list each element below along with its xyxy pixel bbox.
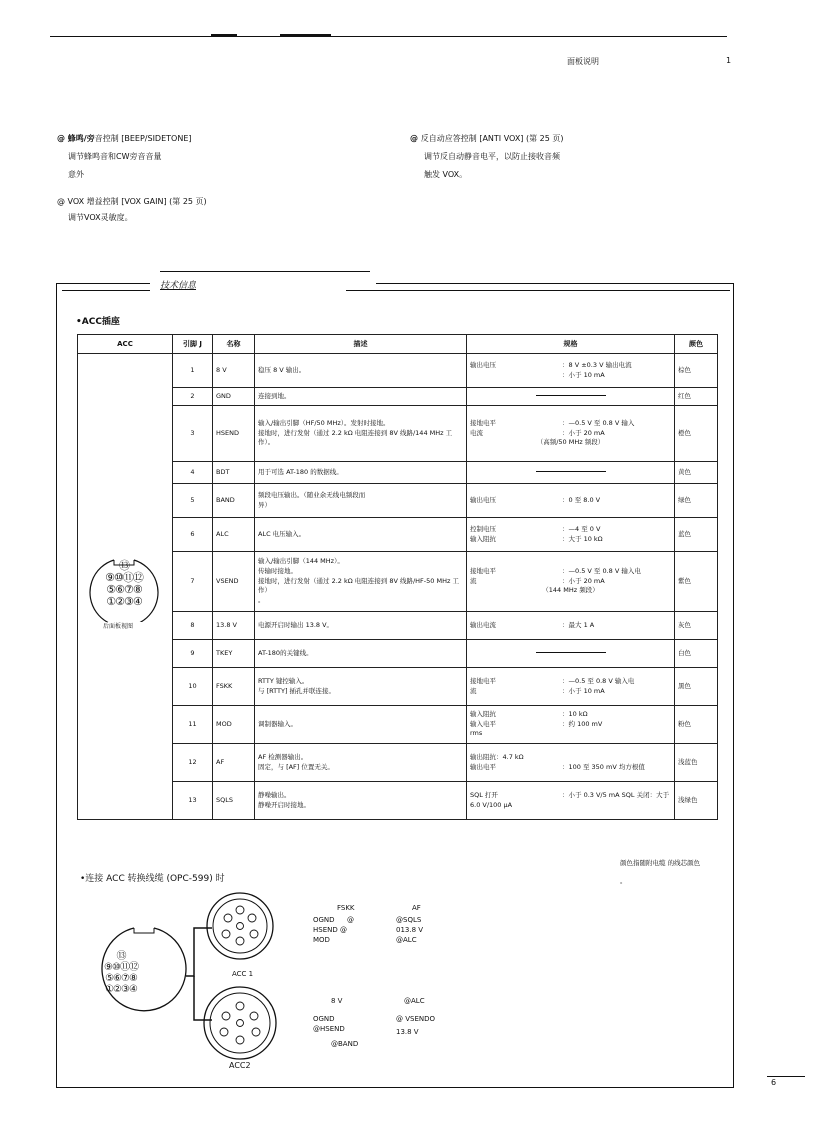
acc-socket-heading: •ACC插座 xyxy=(76,317,120,327)
th-spec: 规格 xyxy=(467,335,675,354)
rear-view-label: 后面板视图 xyxy=(103,623,134,630)
desc-line: ALC 电压输入。 xyxy=(258,529,306,538)
spec-cell xyxy=(467,518,675,552)
cable-pin-row-1: ⑬ xyxy=(116,951,126,962)
anti-vox-title: @ 反自动应答控制 [ANTI VOX] (第 25 页) xyxy=(410,134,564,143)
spec-cell xyxy=(467,640,675,668)
spec-cell xyxy=(467,354,675,388)
desc-line: 与 [RTTY] 插孔并联连接。 xyxy=(258,686,336,695)
page-number: 6 xyxy=(771,1078,777,1087)
desc-line: 异） xyxy=(258,500,271,509)
vox-gain-block xyxy=(57,194,207,226)
spec-line: 流 ：小于 10 mA xyxy=(470,686,605,695)
pin-cell: 12 xyxy=(173,744,213,782)
spec-cell xyxy=(467,782,675,820)
pin-cell: 10 xyxy=(173,668,213,706)
acc-connector-rear-view xyxy=(84,552,164,642)
color-cell: 浅绿色 xyxy=(675,782,718,820)
name-cell: FSKK xyxy=(213,668,255,706)
desc-line: 接地时，进行发射（通过 2.2 kΩ 电阻连接到 8V 线路/144 MHz 工 xyxy=(258,428,453,437)
spec-line: 输入阻抗 ：10 kΩ xyxy=(470,709,588,718)
acc1-mod: MOD xyxy=(313,936,330,944)
spec-note: （144 MHz 频段） xyxy=(542,586,599,595)
color-cell: 棕色 xyxy=(675,354,718,388)
desc-line: 静噪输出。 xyxy=(258,790,291,799)
spec-cell xyxy=(467,706,675,744)
table-row xyxy=(78,706,718,744)
pin-row-3: ⑤⑥⑦⑧ xyxy=(106,583,142,596)
header-rule xyxy=(50,36,727,37)
desc-line: 输入/输出引脚（144 MHz）。 xyxy=(258,557,344,566)
spec-line: 输出电流 ：最大 1 A xyxy=(470,620,595,629)
desc-cell xyxy=(255,668,467,706)
frame-top-right xyxy=(376,283,733,284)
color-cell: 灰色 xyxy=(675,612,718,640)
section-title: 面板说明 xyxy=(567,57,599,66)
spec-line: 接地电平 ：—0.5 V 至 0.8 V 输入电 xyxy=(470,566,641,575)
acc2-13v8: 13.8 V xyxy=(396,1028,419,1036)
color-cell: 红色 xyxy=(675,388,718,406)
name-cell: SQLS xyxy=(213,782,255,820)
spec-line: rms xyxy=(470,729,483,738)
cable-pin-row-3: ⑤⑥⑦⑧ xyxy=(105,973,137,984)
spec-line: 流 ：小于 20 mA xyxy=(470,576,605,585)
desc-line: 作）。 xyxy=(258,438,275,447)
pin-cell: 4 xyxy=(173,462,213,484)
spec-none xyxy=(470,392,671,402)
tech-title-overline xyxy=(160,271,370,272)
beep-sidetone-desc-2: 意外 xyxy=(68,170,84,179)
name-cell: 13.8 V xyxy=(213,612,255,640)
desc-cell xyxy=(255,406,467,462)
desc-line: 连接到地。 xyxy=(258,391,291,400)
table-row xyxy=(78,744,718,782)
spec-none xyxy=(470,649,671,659)
desc-line: 传输时接地。 xyxy=(258,566,297,575)
spec-line: 接地电平 ：—0.5 V 至 0.8 V 输入 xyxy=(470,418,635,427)
frame-top-left-inner xyxy=(62,290,150,291)
footer-rule xyxy=(767,1076,805,1077)
desc-line: 频段电压输出。（随业余无线电频段而 xyxy=(258,490,366,499)
desc-line: 静噪开启时接地。 xyxy=(258,800,310,809)
acc1-ognd: OGND xyxy=(313,916,335,924)
table-row xyxy=(78,354,718,388)
acc1-at: @ xyxy=(347,916,354,924)
desc-line: 输入/输出引脚（HF/50 MHz）。发射时接地。 xyxy=(258,418,390,427)
name-cell: AF xyxy=(213,744,255,782)
th-pin: 引脚 J xyxy=(173,335,213,354)
color-cell: 浅蓝色 xyxy=(675,744,718,782)
table-row xyxy=(78,552,718,612)
spec-line: 输入电平 ：约 100 mV xyxy=(470,719,603,728)
desc-line: 电源开启时输出 13.8 V。 xyxy=(258,620,334,629)
frame-top-right-inner xyxy=(346,290,730,291)
acc2-label: ACC2 xyxy=(229,1061,251,1070)
spec-cell xyxy=(467,388,675,406)
color-note-end: 。 xyxy=(620,877,627,885)
table-header-row xyxy=(78,335,718,354)
spec-line: ：小于 10 mA xyxy=(562,370,605,379)
desc-line: AT-180的关键线。 xyxy=(258,648,313,657)
cable-heading: •连接 ACC 转换线缆 (OPC-599) 时 xyxy=(80,874,225,884)
acc2-8v: 8 V xyxy=(331,997,343,1005)
acc-pin-table xyxy=(77,334,718,820)
table-row xyxy=(78,484,718,518)
desc-cell xyxy=(255,552,467,612)
color-note: 颜色指随附电缆 的线芯颜色 xyxy=(620,859,701,867)
spec-line: 输出电压 ：8 V ±0.3 V 输出电流 xyxy=(470,360,632,369)
spec-cell xyxy=(467,744,675,782)
spec-line: 6.0 V/100 µA xyxy=(470,800,513,809)
vox-gain-desc: 调节VOX灵敏度。 xyxy=(68,213,133,222)
beep-sidetone-block xyxy=(57,130,192,184)
desc-cell xyxy=(255,462,467,484)
spec-cell xyxy=(467,406,675,462)
name-cell: VSEND xyxy=(213,552,255,612)
name-cell: HSEND xyxy=(213,406,255,462)
pin-row-1: ⑬ xyxy=(119,559,129,572)
color-cell: 黑色 xyxy=(675,668,718,706)
desc-cell xyxy=(255,706,467,744)
spec-cell xyxy=(467,668,675,706)
color-cell: 橙色 xyxy=(675,406,718,462)
pin-cell: 6 xyxy=(173,518,213,552)
name-cell: MOD xyxy=(213,706,255,744)
pin-cell: 2 xyxy=(173,388,213,406)
table-row xyxy=(78,668,718,706)
chapter-number: 1 xyxy=(726,56,732,65)
spec-cell xyxy=(467,484,675,518)
spec-none xyxy=(470,468,671,478)
spec-note: （高频/50 MHz 频段） xyxy=(536,438,605,447)
desc-cell xyxy=(255,388,467,406)
desc-cell xyxy=(255,484,467,518)
header-tab-mark-2 xyxy=(280,34,331,36)
spec-cell xyxy=(467,552,675,612)
spec-line: SQL 打开 ：小于 0.3 V/5 mA SQL 关闭：大于 xyxy=(470,790,670,799)
pin-row-4: ①②③④ xyxy=(106,595,142,608)
desc-line: 用于可选 AT-180 的数据线。 xyxy=(258,467,343,476)
anti-vox-block xyxy=(410,130,563,184)
table-row xyxy=(78,388,718,406)
cable-big-connector-pins xyxy=(92,951,150,995)
spec-line: 接地电平 ：—0.5 至 0.8 V 输入电 xyxy=(470,676,635,685)
name-cell: BDT xyxy=(213,462,255,484)
spec-line: 输出电平 ：100 至 350 mV 均方根值 xyxy=(470,762,645,771)
acc-pins-grid xyxy=(91,560,157,608)
pin-row-2: ⑨⑩⑪⑫ xyxy=(105,571,143,584)
desc-line: 固定，与 [AF] 位置无关。 xyxy=(258,762,334,771)
spec-line: 输入阻抗 ：大于 10 kΩ xyxy=(470,534,603,543)
spec-cell xyxy=(467,462,675,484)
pin-cell: 3 xyxy=(173,406,213,462)
desc-cell xyxy=(255,782,467,820)
acc2-ognd: OGND xyxy=(313,1015,335,1023)
spec-line: 电流 ：小于 20 mA xyxy=(470,428,605,437)
color-cell: 白色 xyxy=(675,640,718,668)
desc-line: 。 xyxy=(258,596,265,605)
acc1-13v8: 013.8 V xyxy=(396,926,424,934)
th-acc: ACC xyxy=(78,335,173,354)
name-cell: 8 V xyxy=(213,354,255,388)
color-cell: 绿色 xyxy=(675,484,718,518)
color-cell: 蓝色 xyxy=(675,518,718,552)
acc1-sqls: @SQLS xyxy=(396,916,422,924)
cable-pin-row-4: ①②③④ xyxy=(105,984,137,995)
table-row xyxy=(78,782,718,820)
name-cell: TKEY xyxy=(213,640,255,668)
name-cell: ALC xyxy=(213,518,255,552)
vox-gain-title: @ VOX 增益控制 [VOX GAIN] (第 25 页) xyxy=(57,197,207,206)
acc1-hsend: HSEND @ xyxy=(313,926,347,934)
acc2-vsend: @ VSENDO xyxy=(396,1015,436,1023)
acc1-af: AF xyxy=(412,904,421,912)
acc2-band: @BAND xyxy=(331,1040,359,1048)
desc-cell xyxy=(255,640,467,668)
desc-cell xyxy=(255,744,467,782)
pin-cell: 13 xyxy=(173,782,213,820)
beep-sidetone-desc-1: 调节蜂鸣音和CW旁音音量 xyxy=(68,152,162,161)
color-cell: 粉色 xyxy=(675,706,718,744)
th-desc: 描述 xyxy=(255,335,467,354)
name-cell: GND xyxy=(213,388,255,406)
header-tab-mark-1 xyxy=(211,34,237,36)
th-name: 名称 xyxy=(213,335,255,354)
desc-line: AF 检测器输出。 xyxy=(258,752,308,761)
anti-vox-desc-1: 调节反自动静音电平，以防止接收音频 xyxy=(424,152,560,161)
th-color: 颜色 xyxy=(675,335,718,354)
acc2-hsend: @HSEND xyxy=(313,1025,345,1033)
desc-line: 接地时，进行发射（通过 2.2 kΩ 电阻连接到 8V 线路/HF-50 MHz 工作） xyxy=(258,576,459,595)
pin-cell: 7 xyxy=(173,552,213,612)
table-row xyxy=(78,406,718,462)
beep-sidetone-title: @ 蜂鸣/旁音控制 [BEEP/SIDETONE] xyxy=(57,134,192,143)
spec-line: 输出电压 ：0 至 8.0 V xyxy=(470,495,601,504)
acc1-fskk: FSKK xyxy=(337,904,355,912)
table-row xyxy=(78,462,718,484)
color-cell: 黄色 xyxy=(675,462,718,484)
table-row xyxy=(78,612,718,640)
desc-line: 稳压 8 V 输出。 xyxy=(258,365,306,374)
name-cell: BAND xyxy=(213,484,255,518)
spec-cell xyxy=(467,612,675,640)
pin-cell: 5 xyxy=(173,484,213,518)
table-row xyxy=(78,518,718,552)
acc2-alc: @ALC xyxy=(404,997,425,1005)
desc-cell xyxy=(255,354,467,388)
desc-cell xyxy=(255,612,467,640)
table-row xyxy=(78,640,718,668)
desc-line: RTTY 键控输入。 xyxy=(258,676,309,685)
pin-cell: 11 xyxy=(173,706,213,744)
acc1-alc: @ALC xyxy=(396,936,417,944)
desc-cell xyxy=(255,518,467,552)
pin-cell: 9 xyxy=(173,640,213,668)
frame-top-left xyxy=(56,283,150,284)
desc-line: 调制器输入。 xyxy=(258,719,297,728)
anti-vox-desc-2: 触发 VOX。 xyxy=(424,170,468,179)
pin-cell: 1 xyxy=(173,354,213,388)
spec-line: 控制电压 ：—4 至 0 V xyxy=(470,524,601,533)
spec-line: 输出阻抗：4.7 kΩ xyxy=(470,752,524,761)
cable-pin-row-2: ⑨⑩⑪⑫ xyxy=(104,962,138,973)
tech-info-title: 技术信息 xyxy=(160,281,197,291)
pin-cell: 8 xyxy=(173,612,213,640)
acc1-label: ACC 1 xyxy=(232,970,254,978)
color-cell: 紫色 xyxy=(675,552,718,612)
